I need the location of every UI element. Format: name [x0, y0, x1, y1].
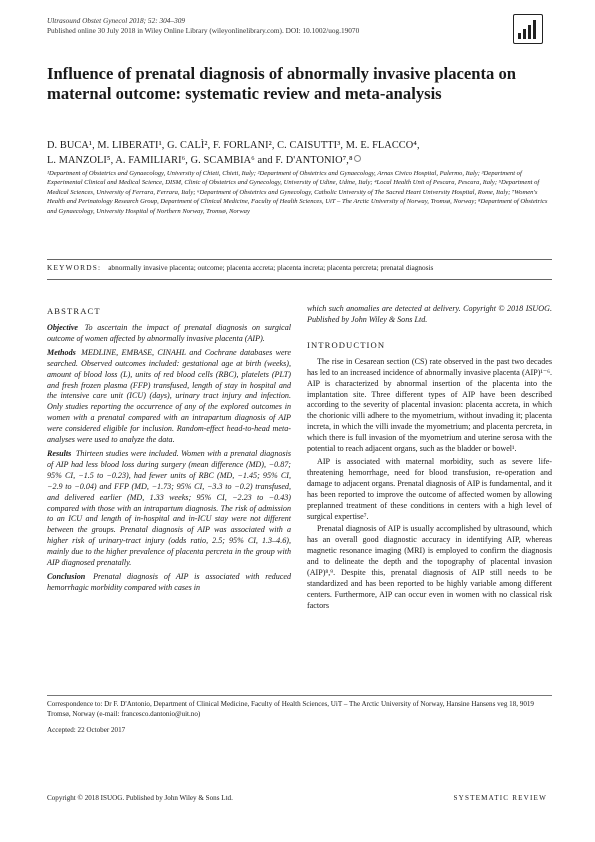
abstract-results: Results Thirteen studies were included. Women with a prenatal diagnosis of AIP had less blood loss during surgery (mean difference (MD), −0.87; 95% CI, −1.5 to −0.23), had fewer units of RBC (MD, −1.45; 95% CI, −2.9 to −0.04) and FFP (MD, −1.73; 95% CI, −3.3 to −0.2) transfused, and delivered earlier (MD, 1.33 weeks; 95% CI, −2.23 to −0.43) compared with those with an intrapartum diagnosis. The risk of admission to an ICU and length of in-hospital and in-ICU stay were not different between the groups. Prenatal diagnosis of AIP was associated with a higher risk of urinary-tract injury (odds ratio, 2.5; 95% CI, 1.3–4.6), mainly due to the higher prevalence of placenta percreta in the group with AIP diagnosed prenatally. — [47, 448, 291, 568]
keywords-bottom-rule — [47, 279, 552, 280]
keywords — [47, 263, 552, 273]
correspondence-note: Correspondence to: Dr F. D'Antonio, Department of Clinical Medicine, Faculty of Health Sciences, UiT – The Arctic University of Norway, Hansine Hansens veg 18, 9019 Tromsø, Norway (e-mail: francesco.dantonio@uit.no) — [47, 700, 534, 718]
abstract-conclusion-continued: which such anomalies are detected at delivery. Copyright © 2018 ISUOG. Published by John Wiley & Sons Ltd. — [307, 304, 552, 324]
abstract-conclusion: Conclusion Prenatal diagnosis of AIP is associated with reduced hemorrhagic morbidity compared with cases in — [47, 571, 291, 592]
authors-line-1: D. BUCA¹, M. LIBERATI¹, G. CALÌ², F. FORLANI², C. CAISUTTI³, M. E. FLACCO⁴, — [47, 140, 420, 151]
introduction-heading: INTRODUCTION — [307, 339, 386, 350]
copyright-footer: Copyright © 2018 ISUOG. Published by John Wiley & Sons Ltd. — [47, 794, 233, 802]
authors-line-2: L. MANZOLI⁵, A. FAMILIARI⁶, G. SCAMBIA⁶ and F. D'ANTONIO⁷,⁸ — [47, 154, 552, 169]
section-label: SYSTEMATIC REVIEW — [453, 794, 547, 802]
abstract-objective: Objective To ascertain the impact of prenatal diagnosis on surgical outcome of women affected by abnormally invasive placenta (AIP). — [47, 323, 292, 343]
keywords-text: abnormally invasive placenta; outcome; placenta accreta; placenta increta; placenta percreta; prenatal diagnosis — [108, 263, 434, 272]
affiliations: ¹Department of Obstetrics and Gynaecology, University of Chieti, Chieti, Italy; ²Department of Obstetrics and Gynaecology, Arnas Civico Hospital, Palermo, Italy; ³Department of Experimental Clinical and Medical Science, DISM, Clinic of Obstetrics and Gynecology, University of Udine, Udine, Italy; ⁴Local Health Unit of Pescara, Pescara, Italy; ⁵Department of Medical Sciences, University of Ferrara, Ferrara, Italy; ⁶Department of Obstetrics and Gynecology, Catholic University of The Sacred Heart University Hospital, Rome, Italy; ⁷Women's Health and Perinatology Research Group, Department of Clinical Medicine, Faculty of Health Sciences, UiT – The Arctic University of Norway, Tromsø, Norway; ⁸Department of Obstetrics and Gynaecology, University Hospital of Northern Norway, Tromsø, Norway — [47, 170, 548, 215]
abstract-column — [47, 323, 291, 596]
publication-info: Published online 30 July 2018 in Wiley Online Library (wileyonlinelibrary.com). DOI: 10.1002/uog.19070 — [47, 26, 360, 35]
abstract-methods: Methods MEDLINE, EMBASE, CINAHL and Cochrane databases were searched. Observed outcomes included: gestational age at birth (weeks), amount of blood loss (L), units of red blood cells (RBC), platelets (PLT) and fresh frozen plasma (FFP) transfused, length of stay in hospital and the intensive care unit (ICU) (days), urinary tract injury and infection. Only studies reporting the occurrence of any of the explored outcomes in women with a prenatal compared with an intrapartum diagnosis of AIP were considered eligible for inclusion. Random-effect head-to-head meta-analyses were used to analyze the data. — [47, 347, 292, 445]
intro-paragraph-2: AIP is associated with maternal morbidity, such as severe life-threatening hemorrhage, need for blood transfusion, re-operation and damage to adjacent organs. Prenatal diagnosis of AIP is fundamental, and it has been reported to improve the outcome of affected women by allowing preplanned treatment of these conditions in centers with a high level of surgical expertise⁷. — [307, 456, 552, 521]
journal-citation: Ultrasound Obstet Gynecol 2018; 52: 304–309 — [47, 16, 186, 25]
bar-chart-icon — [513, 14, 543, 44]
intro-paragraph-3: Prenatal diagnosis of AIP is usually accomplished by ultrasound, which has an overall good diagnostic accuracy in identifying AIP, whereas magnetic resonance imaging (MRI) is employed to confirm the diagnosis and to delineate the depth and the topography of placental invasion (AIP)⁸,⁹. Despite this, prenatal diagnosis of AIP still needs to be standardized and has been reported to be highly variable among different centers. Furthermore, AIP can occur even in women with no classical risk factors — [307, 524, 552, 610]
abstract-heading: ABSTRACT — [47, 306, 101, 316]
keywords-label: KEYWORDS: — [47, 263, 102, 272]
article-title: Influence of prenatal diagnosis of abnormally invasive placenta on maternal outcome: systematic review and meta-analysis — [47, 64, 516, 103]
intro-paragraph-1: The rise in Cesarean section (CS) rate observed in the past two decades has led to an increased incidence of abnormally invasive placenta (AIP)¹⁻⁶. AIP is characterized by abnormal insertion of the placenta into the implantation site. Three different types of AIP have been described according to the severity of placental invasion: placenta accreta, in which the chorionic villi adhere to the myometrium, without invading it; placenta increta, in which the villi invade the myometrium; and placenta percreta, in which there is full invasion of the myometrium and uterine serosa with the potential to reach adjacent organs, such as the bladder or bowel¹. — [307, 356, 552, 454]
keywords-top-rule — [47, 259, 552, 260]
intro-column — [307, 304, 552, 614]
footnote-rule — [47, 695, 552, 696]
accepted-date: Accepted: 22 October 2017 — [47, 726, 126, 734]
orcid-icon — [354, 155, 361, 162]
author-list — [47, 139, 552, 168]
